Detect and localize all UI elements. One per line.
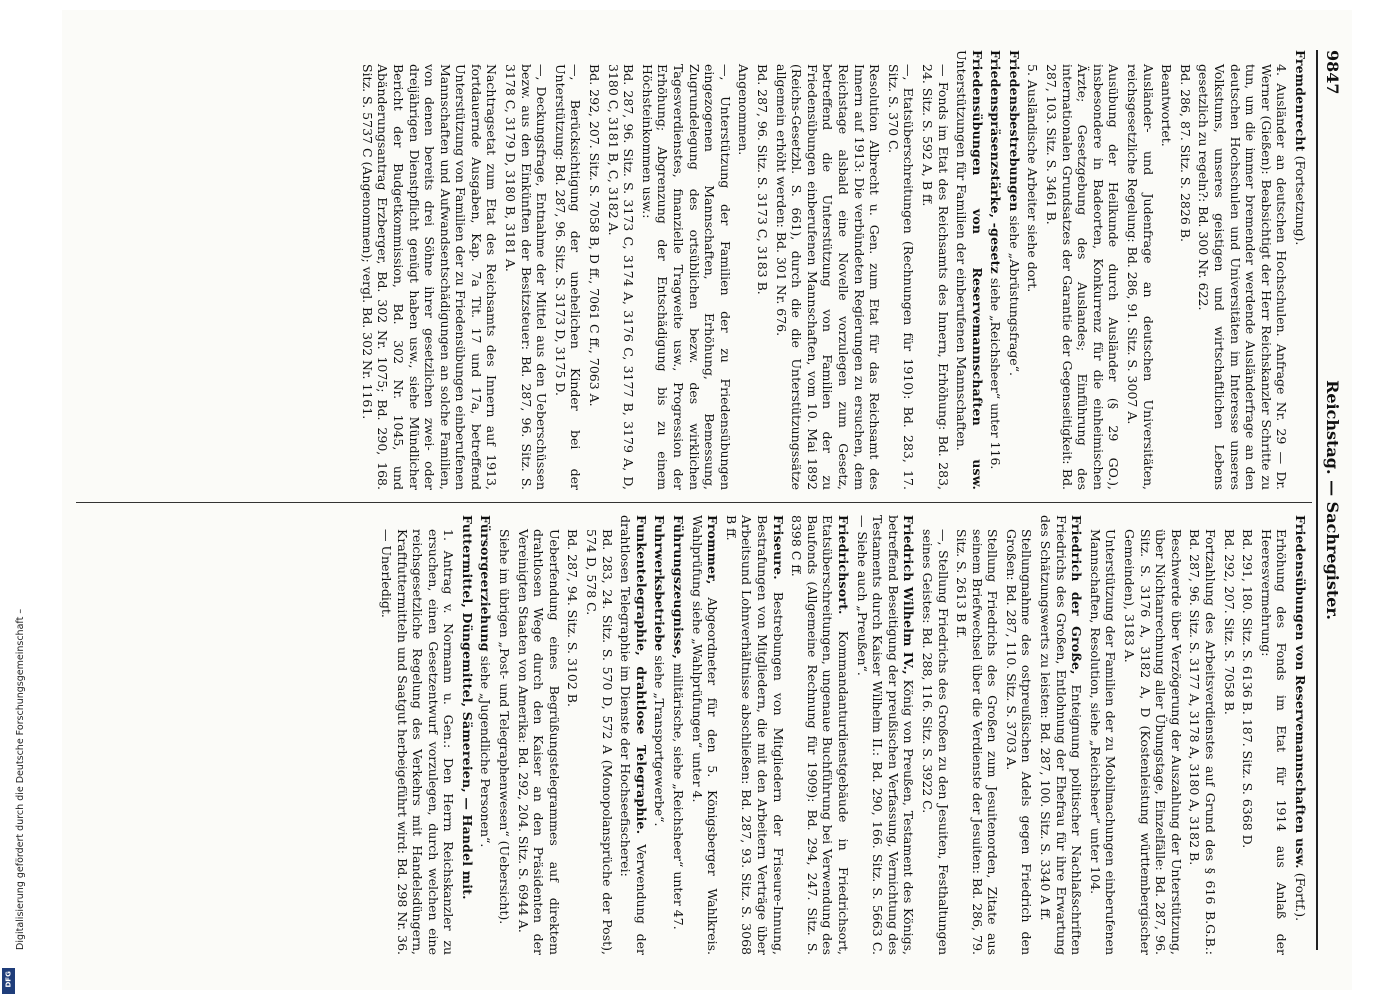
entry-text: Nachtragsetat zum Etat des Reichsamts des Innern auf 1913, fortdauernde Ausgaben, Kap. 7a Tit. 17 und 17a, betreffend Unterstützung von Familien der zu Friedensübungen einberufenen Mannschaften und Aufwandsentschädigungen an solche Familien, von denen bereits drei Söhne ihrer gesetzlichen zwei- oder dreijährigen Dienstpflicht genügt haben usw., siehe Mündlicher Bericht der Budgetkommission, Bd. 302 Nr. 1045, und Abänderungsantrag Erzberger, Bd. 302 Nr. 1075; Bd. 290, 168. Sitz. S. 5737 C (Angenommen); vergl. Bd. 302 Nr. 1161. — [359, 64, 500, 490]
index-entry — [1177, 50, 1193, 490]
entry-text: Bd. 292, 207. Sitz. S. 7058 B, D ff., 7061 C ff., 7063 A. — [587, 64, 603, 407]
entry-text: Bd. 287, 94. Sitz. S. 3102 B. — [565, 529, 581, 707]
entry-text: Fortzahlung des Arbeitsverdienstes auf Grund des § 616 B.G.B.: Bd. 287, 96. Sitz. S. 3177 A, 3178 A, 3180 A, 3182 B. — [1187, 529, 1219, 955]
page-title: Reichstag. — Sachregister. — [1323, 380, 1342, 620]
column-divider — [76, 502, 1312, 503]
index-entry — [1121, 515, 1183, 955]
index-entry — [1159, 50, 1175, 490]
index-entry — [919, 50, 950, 490]
entry-text: (Fortsetzung). — [1293, 155, 1308, 246]
rotated-page — [62, 10, 1352, 990]
entry-heading: Friedenspräsenzstärke, -gesetz — [988, 50, 1004, 274]
entry-text: Beschwerde über Verzögerung der Auszahlung der Unterstützung, über Nichtanrechnung aller Übungstage, Einzelfälle: Bd. 287, 96. Sitz. S. 3176 A, 3182 A, D (Kostenleistung württembergischer Gemeinden), 3183 A. — [1122, 529, 1184, 955]
entry-text: —, Etatsüberschreitungen (Rechnungen für 1910): Bd. 283, 17. Sitz. S. 370 C. — [885, 64, 917, 490]
index-entry — [1196, 50, 1290, 490]
entry-text: Bestrebungen von Mitgliedern der Friseure-Innung, Bestrafungen von Mitgliedern, die mit den Arbeitern Verträge über Arbeitsund Lohnverhältnisse abschließen: Bd. 287, 93. Sitz. S. 3068 B ff. — [723, 515, 786, 955]
index-entry — [670, 515, 686, 955]
entry-text: Enteignung politischer Nachlaßschriften Friedrichs des Großen, Entlohnung der Ehefrau für ihre Erwartung des Schätzungswerts zu leisten: Bd. 287, 100. Sitz. S. 3340 A ff. — [1038, 515, 1085, 955]
index-entry — [1187, 515, 1218, 955]
index-entry — [1006, 50, 1022, 490]
index-entry — [378, 515, 456, 955]
entry-heading: Fürsorgeerziehung — [478, 515, 494, 652]
index-entry — [459, 515, 475, 955]
entry-text: Beantwortet. — [1159, 64, 1175, 147]
entry-heading: Friedrichsort. — [835, 515, 851, 615]
entry-text: —, Stellung Friedrichs des Großen zu den Jesuiten, Festhaltungen seines Geistes: Bd. 288, 116. Sitz. S. 3922 C. — [919, 529, 951, 955]
entry-text: —, Berücksichtigung der unehelichen Kinder bei der Unterstützung: Bd. 287, 96. Sitz. S. 3173 D, 3175 D. — [552, 64, 584, 490]
index-entry — [1038, 515, 1085, 955]
entry-text: Stellungnahme des ostpreußischen Adels gegen Friedrich den Großen: Bd. 287, 110. Sitz. S. 3703 A. — [1003, 529, 1035, 955]
dfg-logo — [2, 968, 15, 994]
entry-text: Erhöhung des Fonds im Etat für 1914 aus Anlaß der Heeresvermehrung: — [1258, 529, 1290, 955]
page-number: 9847 — [1323, 50, 1342, 95]
index-entry — [736, 50, 752, 490]
entry-text: —, Deckungsfrage, Entnahme der Mittel aus den Ueberschüssen bezw. aus den Einkünften der Besitzsteuer: Bd. 287, 96. Sitz. S. 3178 C, 3179 D, 3180 B, 3181 A. — [503, 64, 550, 490]
entry-text: Unterstützungen für Familien der einberufenen Mannschaften. — [954, 50, 970, 451]
entry-text: Bd. 287, 96. Sitz. S. 3173 C, 3174 A, 3176 C, 3177 B, 3179 A, D, 3180 C, 3181 B, C, 3182 A. — [605, 64, 637, 490]
index-entry — [1025, 50, 1041, 490]
entry-text: siehe „Jugendliche Personen“. — [478, 655, 494, 848]
index-entry — [503, 50, 550, 490]
entry-heading: Friedrich Wilhelm IV., — [901, 515, 917, 675]
entry-text: Bd. 291, 180. Sitz. S. 6136 B. 187. Sitz. S. 6368 D. — [1240, 529, 1256, 849]
entry-heading: Fuhrwerksbetriebe — [652, 515, 668, 652]
index-entry — [919, 515, 950, 955]
credit-text: Digitalisierung gefördert durch die Deutsche Forschungsgemeinschaft – — [15, 608, 26, 950]
index-entry — [1044, 50, 1122, 490]
entry-text: (Fortf.). — [1293, 872, 1308, 922]
index-entry — [988, 50, 1004, 490]
entry-text: Siehe im übrigen „Post- und Telegraphenwesen“ (Uebersicht). — [497, 529, 513, 925]
credit-line — [4, 30, 26, 990]
index-entry — [1240, 515, 1256, 955]
entry-heading: Fremdenrecht — [1293, 50, 1308, 152]
index-entry — [639, 50, 733, 490]
entry-text: Bd. 286, 87. Sitz. S. 2826 B. — [1177, 64, 1193, 242]
index-entry — [954, 515, 1001, 955]
entry-text: Ausübung der Heilkunde durch Ausländer (§ 29 GO.), insbesondere in Badeorten, Konkurrenz für die einheimischen Ärzte; Gesetzgebung des Auslandes; Einführung des internationalen Grundsatzes der Garantie der Gegenseitigkeit: Bd. 287, 103. Sitz. S. 3461 B. — [1044, 64, 1122, 490]
entry-text: Bd. 287, 96. Sitz. S. 3173 C, 3183 B. — [755, 64, 770, 295]
entry-text: Ausländer- und Judenfrage an deutschen Universitäten, reichsgesetzliche Regelung: Bd. 286, 91. Sitz. S. 3007 A. — [1125, 64, 1156, 490]
index-entry — [789, 515, 851, 955]
left-column — [72, 50, 1308, 490]
entry-text: König von Preußen, Testament des Königs, betreffend Beseitigung der preußischen Verfassung, Vernichtung des Testaments durch Kaiser Wilhelm II.: Bd. 290, 166. Sitz. S. 5663 C. — Siehe auch „Preußen“. — [854, 515, 917, 956]
index-entry — [605, 50, 636, 490]
entry-heading: Friseure. — [770, 515, 786, 580]
entry-text: Stellung Friedrichs des Großen zum Jesuitenorden, Zitate aus seinem Briefwechsel über die Verdienste der Jesuiten: Bd. 286, 79. Sitz. S. 2613 B ff. — [954, 529, 1001, 955]
index-entry — [652, 515, 668, 955]
dfg-logo-text: DFG — [4, 971, 13, 988]
entry-text: militärische, siehe „Reichsheer“ unter 47. — [671, 663, 687, 930]
entry-heading: Funkentelegraphie, drahtlose Telegraphie. — [633, 515, 649, 835]
entry-text: —, Unterstützung der Familien der zu Friedensübungen eingezogenen Mannschaften, Erhöhung, Bemessung, Zugrundelegung des ortsüblichen bezw. des wirklichen Tagesverdienstes, finanzielle Tragweite usw., Progression der Erhöhung; Abgrenzung der Entschädigung bis zu einem Höchsteinkommen usw.: — [639, 64, 733, 490]
index-entry — [723, 515, 785, 955]
entry-text: Kommandanturdienstgebäude in Friedrichsort, Etatsüberschreitungen, ungenaue Buchführung bei Verwendung des Baufonds (Allgemeine Rechnung für 1909): Bd. 294, 247. Sitz. S. 8398 C ff. — [789, 515, 851, 955]
entry-heading: Führungszeugnisse, — [671, 515, 687, 660]
index-entry — [583, 515, 614, 955]
index-entry — [565, 515, 581, 955]
entry-text: Ueberfendung eines Begrüßungstelegrammes auf direktem drahtlosen Wege durch den Kaiser an den Präsidenten der Vereinigten Staaten von Amerika: Bd. 292, 204. Sitz. S. 6944 A. — [515, 529, 562, 955]
index-entry — [1292, 50, 1308, 490]
index-entry — [1221, 515, 1237, 955]
index-entry — [1087, 515, 1118, 955]
index-entry — [689, 515, 720, 955]
index-entry — [1003, 515, 1034, 955]
entry-text: — Fonds im Etat des Reichsamts des Innern, Erhöhung: Bd. 283, 24. Sitz. S. 592 A, B ff. — [919, 64, 951, 490]
entry-text: siehe „Abrüstungsfrage“. — [1006, 215, 1022, 377]
index-entry — [1124, 50, 1155, 490]
entry-heading: Frommer, — [705, 515, 721, 585]
index-entry — [754, 50, 770, 490]
index-entry — [618, 515, 649, 955]
index-entry — [854, 515, 916, 955]
entry-text: Unterstützung der Familien der zu Mobilmachungen einberufenen Mannschaften, Resolution, siehe „Reichsheer“ unter 104. — [1087, 529, 1119, 955]
entry-text: Resolution Albrecht u. Gen. zum Etat für das Reichsamt des Innern auf 1913: Die verbündeten Regierungen zu ersuchen, dem Reichstage alsbald eine Novelle vorzulegen zum Gesetz, betreffend die Unterstützung von Familien der zu Friedensübungen einberufenen Mannschaften, vom 10. Mai 1892 (Reichs-Gesetzbl. S. 661), durch die die Unterstützungssätze allgemein erhöht werden: Bd. 301 Nr. 676. — [773, 64, 883, 490]
entry-text: 5. Ausländische Arbeiter siehe dort. — [1025, 64, 1041, 293]
entry-text: Angenommen. — [736, 64, 752, 156]
entry-text: siehe „Transportgewerbe“. — [652, 655, 668, 827]
index-entry — [515, 515, 562, 955]
entry-text: Bd. 292, 207. Sitz. S. 7058 B. — [1221, 529, 1237, 715]
index-entry — [497, 515, 513, 955]
entry-text: Verwendung der drahtlosen Telegraphie im Dienste der Hochseefischerei: — [618, 515, 649, 955]
index-entry — [954, 50, 985, 490]
entry-heading: Friedrich der Große, — [1069, 515, 1085, 675]
page-header — [1316, 50, 1344, 950]
right-column — [72, 515, 1308, 955]
entry-text: 1. Antrag v. Normann u. Gen.: Den Herrn Reichskanzler zu ersuchen, einen Gesetzentwurf vorzulegen, durch welchen eine reichsgesetzliche Regelung des Verkehrs mit Handelsdüngern, Kraftfuttermitteln und Saatgut herbeigeführt wird: Bd. 298 Nr. 36. — Unerledigt. — [378, 529, 457, 955]
index-entry — [1292, 515, 1308, 955]
entry-heading: Futtermittel, Düngemittel, Sämereien, — Handel mit. — [459, 515, 475, 900]
index-entry — [586, 50, 602, 490]
entry-text: Bd. 283, 24. Sitz. S. 570 D, 572 A (Monopolansprüche der Post), 574 D, 578 C. — [584, 529, 615, 955]
index-entry — [359, 50, 499, 490]
entry-heading: Friedensübungen von Reservemannschaften usw. — [969, 50, 985, 490]
entry-heading: Friedensübungen von Reservemannschaften usw. — [1293, 515, 1308, 869]
entry-heading: Friedensbestrebungen — [1006, 50, 1022, 212]
index-entry — [773, 50, 882, 490]
entry-text: 4. Ausländer an deutschen Hochschulen. Anfrage Nr. 29 — Dr. Werner (Gießen): Beabsichtigt der Herr Reichskanzler Schritte zu tun, um die immer bremender werdende Ausländerfrage an den deutschen Hochschulen und Universitäten im Interesse unseres Volkstums, unseres geistigen und wirtschaftlichen Lebens gesetzlich zu regeln?: Bd. 300 Nr. 622. — [1196, 64, 1290, 490]
entry-text: siehe „Reichsheer“ unter 116. — [988, 277, 1004, 470]
index-entry — [885, 50, 916, 490]
index-entry — [1258, 515, 1289, 955]
index-entry — [478, 515, 494, 955]
entry-text: Abgeordneter für den 5. Königsberger Wahlkreis. Wahlprüfung siehe „Wahlprüfungen“ unter 4. — [689, 515, 721, 955]
index-entry — [552, 50, 583, 490]
